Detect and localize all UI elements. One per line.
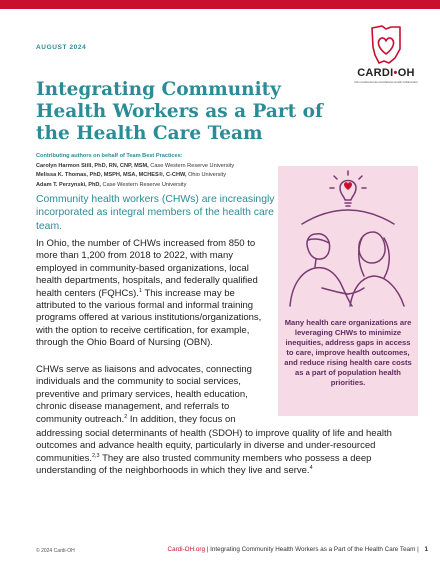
- brand-tagline: Ohio Cardiovascular and Diabetes Health Collaborative: [354, 81, 418, 84]
- author-row: Adam T. Perzynski, PhD, Case Western Reserve University: [36, 181, 187, 188]
- publication-date: AUGUST 2024: [36, 44, 87, 51]
- brand-name: CARDI•OH: [357, 67, 415, 79]
- two-people-illustration: [278, 166, 418, 316]
- sidebar-callout-panel: [278, 166, 418, 416]
- top-accent-bar: [0, 0, 440, 9]
- authors-lead: Contributing authors on behalf of Team Best Practices:: [36, 153, 183, 159]
- page-number: 1: [424, 546, 428, 553]
- author-row: Carolyn Harmon Still, PhD, RN, CNP, MSM, Case Western Reserve University: [36, 162, 235, 169]
- footer-doc-title: Integrating Community Health Workers as a Part of the Health Care Team: [210, 546, 416, 553]
- author-row: Melissa K. Thomas, PhD, MSPH, MSA, MCHES®, C-CHW, Ohio University: [36, 172, 227, 179]
- copyright: © 2024 Cardi-OH: [36, 548, 75, 554]
- cardi-oh-logo: [349, 25, 423, 87]
- site-link[interactable]: Cardi-OH.org: [167, 546, 205, 553]
- ohio-heart-logo-icon: [369, 25, 403, 65]
- page-footer: Cardi-OH.org | Integrating Community Health Workers as a Part of the Health Care Team | 1: [167, 546, 428, 553]
- document-title: Integrating Community Health Workers as a Part of the Health Care Team: [36, 79, 323, 144]
- body-paragraph: addressing social determinants of health (SDOH) to improve quality of life and health outcomes and advance health equity, particularly in diverse and under-resourced communities.$^{2,3}$ They are also trusted community members who possess a deep understanding of the neighborhoods in which they live and serve.$^4$: [36, 428, 392, 477]
- body-paragraph: In Ohio, the number of CHWs increased from 850 to more than 1,200 from 2018 to 2022, with many employed in community-based organizations, local health departments, hospitals, and federally qualified health centers (FQHCs).$^1$ This increase may be attributed to the various formal and informal training programs offered at various institutions/organizations, with the option to receive certification, for example, through the Ohio Board of Nursing (OBN).: [36, 238, 262, 349]
- intro-statement: Community health workers (CHWs) are increasingly incorporated as integral members of the health care team.: [36, 194, 275, 232]
- body-paragraph: CHWs serve as liaisons and advocates, connecting individuals and the community to social services, preventive and primary services, health education, chronic disease management, and referrals to community outreach.$^2$ In addition, they focus on: [36, 364, 252, 425]
- callout-text: Many health care organizations are leveraging CHWs to minimize inequities, address gaps in access to care, improve health outcomes, and reduce rising health care costs as a part of population health priorities.: [284, 318, 412, 387]
